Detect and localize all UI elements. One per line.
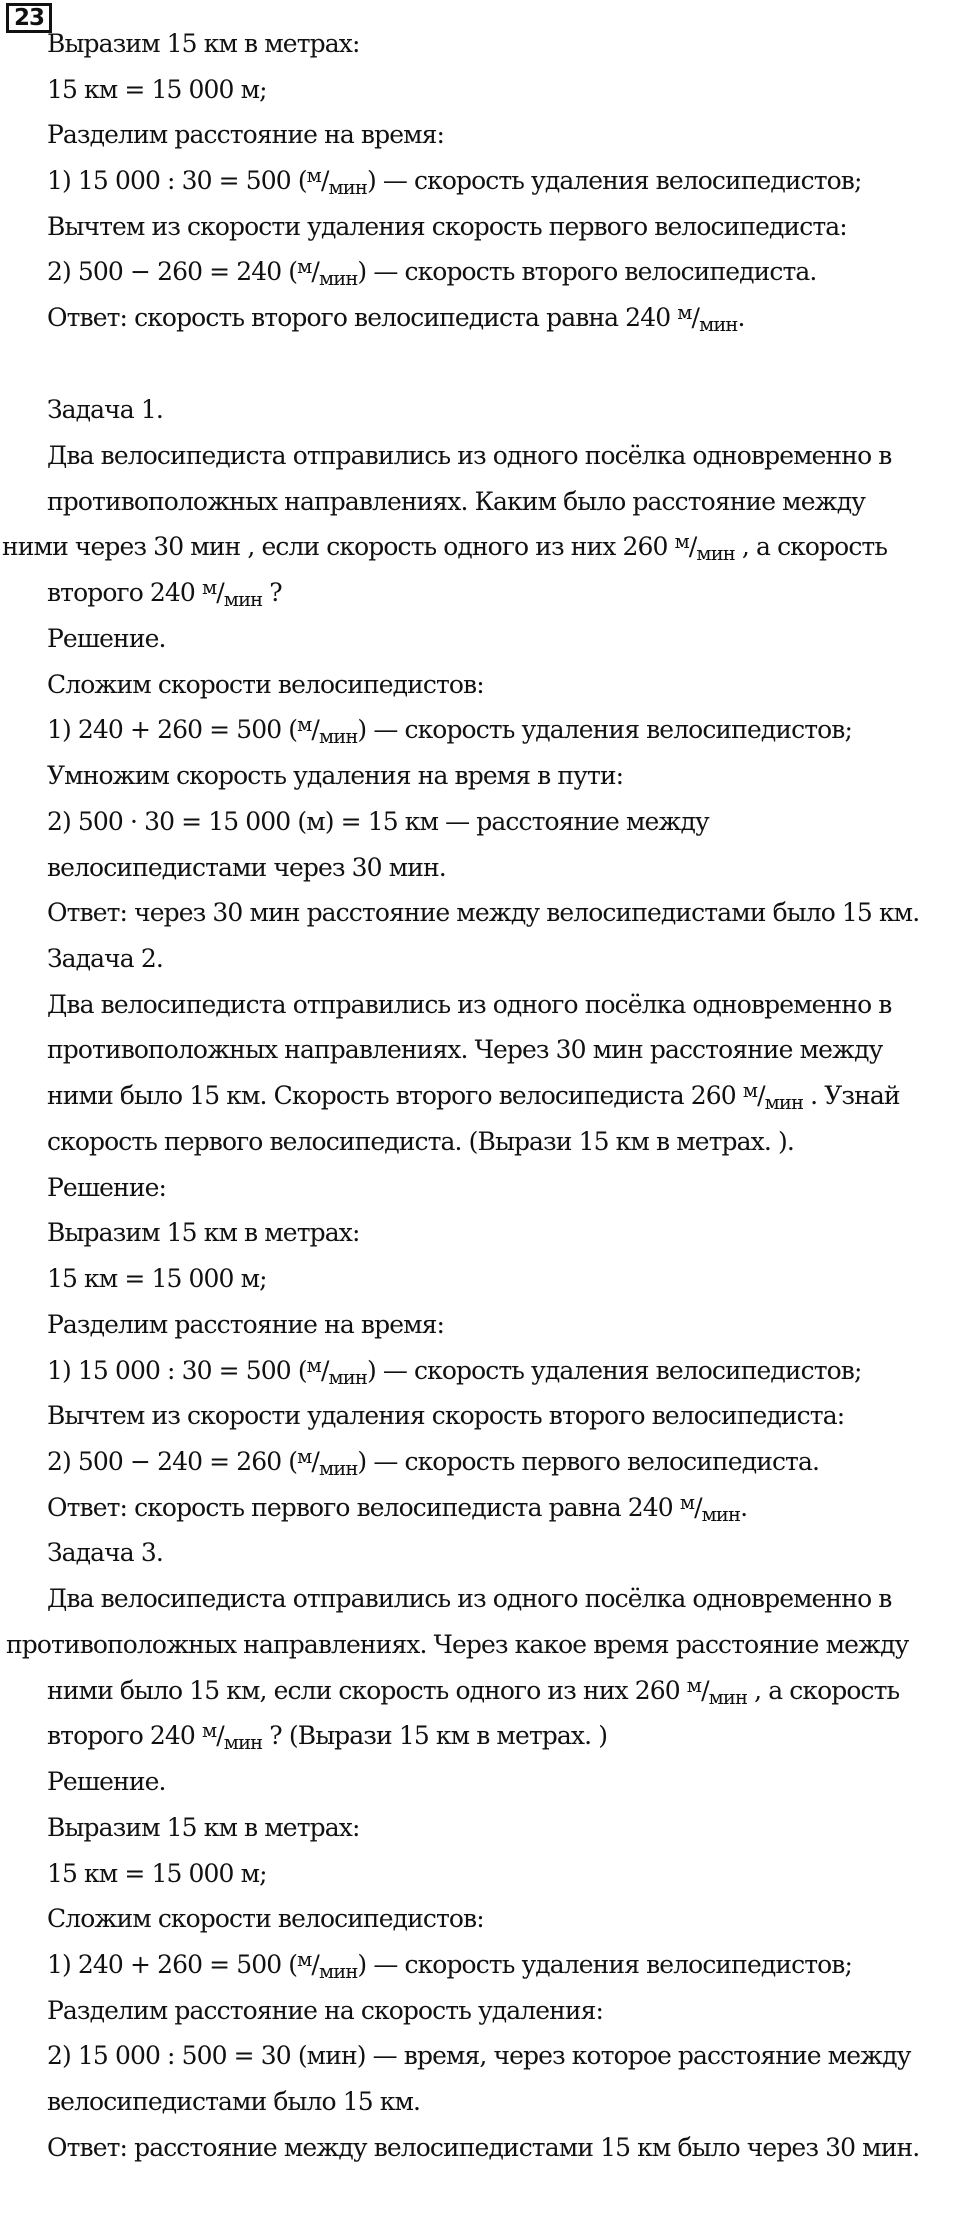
text-line: Решение: (47, 1173, 166, 1202)
text-line: Ответ: расстояние между велосипедистами 15 км было через 30 мин. (47, 2133, 920, 2162)
text-line: противоположных направлениях. Каким было расстояние между (47, 487, 865, 516)
text-line: 1) 15 000 : 30 = 500 $(^м/_{мин})$ — скорость удаления велосипедистов; (47, 1354, 862, 1389)
text-line: 1) 15 000 : 30 = 500 $(^м/_{мин})$ — скорость удаления велосипедистов; (47, 164, 862, 199)
text-line: 2) 15 000 : 500 = 30 (мин) — время, через которое расстояние между (47, 2041, 911, 2070)
text-line: 2) 500 · 30 = 15 000 (м) = 15 км — расстояние между (47, 807, 709, 836)
text-line: Ответ: через 30 мин расстояние между велосипедистами было 15 км. (47, 898, 920, 927)
text-line: Выразим 15 км в метрах: (47, 1813, 360, 1842)
text-line: Разделим расстояние на время: (47, 1310, 445, 1339)
text-line: Два велосипедиста отправились из одного посёлка одновременно в (47, 1584, 892, 1613)
text-line: скорость первого велосипедиста. (Вырази 15 км в метрах. ). (47, 1127, 794, 1156)
text-line: Ответ: скорость первого велосипедиста равна 240 $^м/_{мин}$. (47, 1491, 748, 1526)
text-line: Задача 2. (47, 944, 163, 973)
text-line: велосипедистами было 15 км. (47, 2087, 421, 2116)
text-line: 1) 240 + 260 = 500 $(^м/_{мин})$ — скорость удаления велосипедистов; (47, 713, 852, 748)
text-line: Умножим скорость удаления на время в пути: (47, 761, 624, 790)
text-line: Сложим скорости велосипедистов: (47, 1904, 484, 1933)
text-line: 15 км = 15 000 м; (47, 75, 267, 104)
text-line: велосипедистами через 30 мин. (47, 853, 446, 882)
text-line: противоположных направлениях. Через какое время расстояние между (6, 1630, 909, 1659)
text-line: Разделим расстояние на время: (47, 120, 445, 149)
text-line: Два велосипедиста отправились из одного посёлка одновременно в (47, 441, 892, 470)
text-line: 2) 500 − 260 = 240 $(^м/_{мин})$ — скорость второго велосипедиста. (47, 255, 817, 290)
text-line: 2) 500 − 240 = 260 $(^м/_{мин})$ — скорость первого велосипедиста. (47, 1445, 820, 1480)
text-line: Задача 3. (47, 1538, 163, 1567)
text-line: Сложим скорости велосипедистов: (47, 670, 484, 699)
text-line: Ответ: скорость второго велосипедиста равна 240 $^м/_{мин}$. (47, 301, 745, 336)
text-line: Решение. (47, 1767, 166, 1796)
text-line: Разделим расстояние на скорость удаления: (47, 1996, 604, 2025)
text-line: ними через 30 мин , если скорость одного из них 260 $^м/_{мин}$ , а скорость (2, 530, 888, 565)
text-line: второго 240 $^м/_{мин}$ ? (Вырази 15 км в метрах. ) (47, 1719, 608, 1754)
text-line: второго 240 $^м/_{мин}$ ? (47, 576, 282, 611)
text-line: Задача 1. (47, 395, 163, 424)
text-line: Выразим 15 км в метрах: (47, 1218, 360, 1247)
text-line: Выразим 15 км в метрах: (47, 29, 360, 58)
text-line: Вычтем из скорости удаления скорость второго велосипедиста: (47, 1401, 845, 1430)
text-line: Два велосипедиста отправились из одного посёлка одновременно в (47, 990, 892, 1019)
exercise-number-badge: 23 (6, 3, 52, 33)
text-line: 15 км = 15 000 м; (47, 1264, 267, 1293)
text-line: 1) 240 + 260 = 500 $(^м/_{мин})$ — скорость удаления велосипедистов; (47, 1948, 852, 1983)
text-line: Решение. (47, 624, 166, 653)
text-line: Вычтем из скорости удаления скорость первого велосипедиста: (47, 212, 847, 241)
text-line: противоположных направлениях. Через 30 мин расстояние между (47, 1035, 883, 1064)
text-line: ними было 15 км, если скорость одного из них 260 $^м/_{мин}$ , а скорость (47, 1674, 900, 1709)
text-line: ними было 15 км. Скорость второго велосипедиста 260 $^м/_{мин}$ . Узнай (47, 1079, 900, 1114)
text-line: 15 км = 15 000 м; (47, 1859, 267, 1888)
